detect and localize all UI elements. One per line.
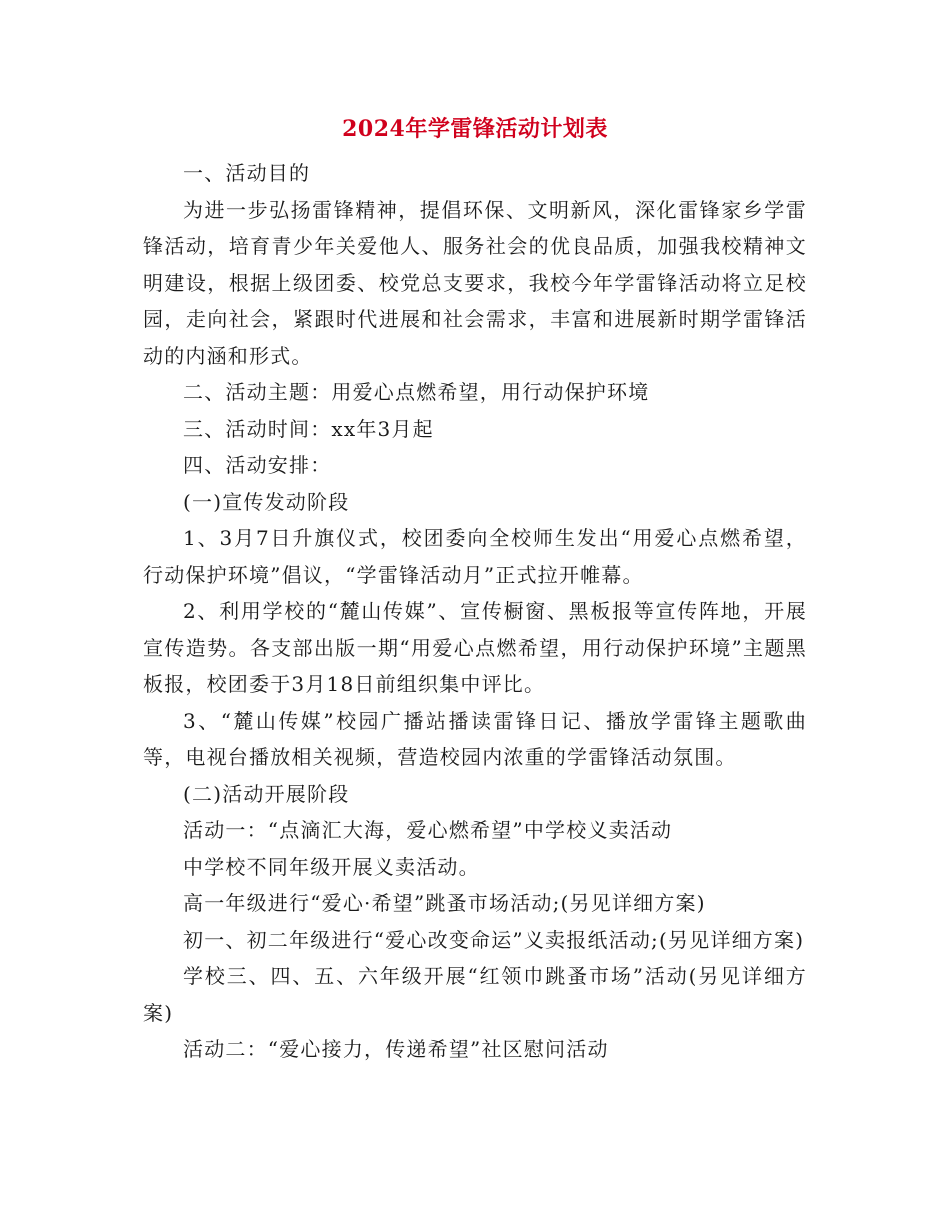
paragraph-grade-7-8: 初一、初二年级进行“爱心改变命运”义卖报纸活动;(另见详细方案) xyxy=(183,927,805,952)
document-title: 2024年学雷锋活动计划表 xyxy=(342,116,608,142)
section-heading-theme: 二、活动主题：用爱心点燃希望，用行动保护环境 xyxy=(183,380,650,404)
section-heading-time: 三、活动时间：xx年3月起 xyxy=(183,416,434,441)
subsection-heading-publicity: (一)宣传发动阶段 xyxy=(183,489,350,514)
paragraph-primary-grades: 学校三、四、五、六年级开展“红领巾跳蚤市场”活动(另见详细方案) xyxy=(143,964,807,1025)
section-heading-purpose: 一、活动目的 xyxy=(183,161,311,185)
paragraph-grade-10: 高一年级进行“爱心·希望”跳蚤市场活动;(另见详细方案) xyxy=(183,891,706,915)
paragraph-item-2: 2、利用学校的“麓山传媒”、宣传橱窗、黑板报等宣传阵地，开展宣传造势。各支部出版一期“用爱心点燃希望，用行动保护环境”主题黑板报，校团委于3月18日前组织集中评比。 xyxy=(143,599,807,696)
section-heading-arrangement: 四、活动安排： xyxy=(183,453,332,477)
activity-two-heading: 活动二：“爱心接力，传递希望”社区慰问活动 xyxy=(183,1037,609,1061)
document-body xyxy=(143,155,807,1068)
paragraph-purpose: 为进一步弘扬雷锋精神，提倡环保、文明新风，深化雷锋家乡学雷锋活动，培育青少年关爱他人、服务社会的优良品质，加强我校精神文明建设，根据上级团委、校党总支要求，我校今年学雷锋活动将立足校园，走向社会，紧跟时代进展和社会需求，丰富和进展新时期学雷锋活动的内涵和形式。 xyxy=(143,197,807,368)
subsection-heading-activities: (二)活动开展阶段 xyxy=(183,781,350,806)
paragraph-item-1: 1、3月7日升旗仪式，校团委向全校师生发出“用爱心点燃希望，行动保护环境”倡议，“学雷锋活动月”正式拉开帷幕。 xyxy=(143,526,807,587)
activity-one-heading: 活动一：“点滴汇大海，爱心燃希望”中学校义卖活动 xyxy=(183,818,673,842)
paragraph-activity-one-intro: 中学校不同年级开展义卖活动。 xyxy=(183,854,480,879)
paragraph-item-3: 3、“麓山传媒”校园广播站播读雷锋日记、播放学雷锋主题歌曲等，电视台播放相关视频，营造校园内浓重的学雷锋活动氛围。 xyxy=(143,708,807,769)
